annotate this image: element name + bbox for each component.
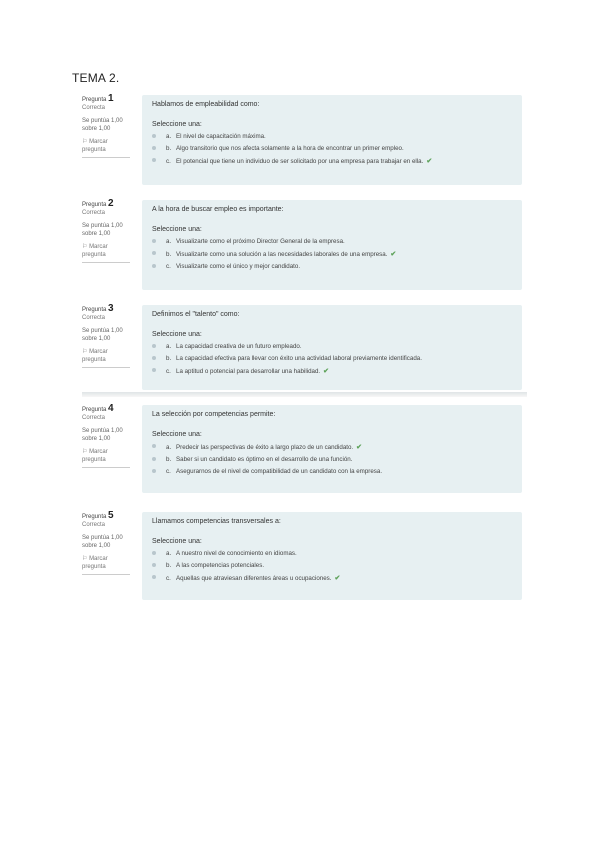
- question-status: Correcta: [82, 415, 106, 421]
- option-letter: a.: [166, 343, 172, 350]
- option-letter: c.: [166, 468, 171, 475]
- radio-button[interactable]: [152, 344, 156, 348]
- page-divider: [82, 392, 527, 397]
- option-text: Predecir las perspectivas de éxito a largo plazo de un candidato.: [176, 444, 354, 451]
- question-card: [142, 305, 522, 390]
- answer-option[interactable]: [152, 145, 512, 152]
- correct-check-icon: ✔: [426, 158, 433, 165]
- answer-option[interactable]: [152, 443, 512, 451]
- option-text: Aquellas que atraviesan diferentes áreas u ocupaciones.: [176, 575, 332, 582]
- option-text: Visualizarte como el único y mejor candidato.: [176, 263, 301, 270]
- answer-option[interactable]: [152, 238, 512, 245]
- question-status: Correcta: [82, 315, 106, 321]
- question-card: [142, 200, 522, 290]
- option-letter: a.: [166, 444, 172, 451]
- correct-check-icon: ✔: [323, 368, 330, 375]
- question-text: A la hora de buscar empleo es importante:: [152, 206, 284, 213]
- answer-option[interactable]: [152, 157, 512, 165]
- option-letter: c.: [166, 368, 171, 375]
- answer-option[interactable]: [152, 456, 512, 463]
- option-text: A las competencias potenciales.: [176, 562, 265, 569]
- question-label: Pregunta: [82, 407, 107, 413]
- option-letter: c.: [166, 263, 171, 270]
- question-card: [142, 405, 522, 493]
- option-text: La aptitud o potencial para desarrollar una habilidad.: [176, 368, 321, 375]
- radio-button[interactable]: [152, 457, 156, 461]
- question-text: Llamamos competencias transversales a:: [152, 518, 281, 525]
- question-prompt: Seleccione una:: [152, 538, 202, 545]
- question-label: Pregunta: [82, 307, 107, 313]
- flag-question-label: Marcar pregunta: [82, 139, 108, 153]
- option-text: Saber si un candidato es óptimo en el desarrollo de una función.: [176, 456, 353, 463]
- flag-question-label: Marcar pregunta: [82, 556, 108, 570]
- option-text: La capacidad efectiva para llevar con éxito una actividad laboral previamente identificada.: [176, 355, 422, 362]
- question-prompt: Seleccione una:: [152, 121, 202, 128]
- answer-option[interactable]: [152, 250, 512, 258]
- question-status: Correcta: [82, 105, 106, 111]
- question-info: [82, 305, 130, 368]
- flag-icon: ⚐: [82, 449, 88, 455]
- flag-question-link[interactable]: [82, 448, 130, 464]
- flag-question-link[interactable]: [82, 555, 130, 571]
- option-text: Visualizarte como el próximo Director General de la empresa.: [176, 238, 345, 245]
- question-number-value: 5: [108, 510, 114, 521]
- radio-button[interactable]: [152, 146, 156, 150]
- question-number-value: 1: [108, 93, 114, 104]
- correct-check-icon: ✔: [334, 575, 341, 582]
- flag-question-link[interactable]: [82, 243, 130, 259]
- question-prompt: Seleccione una:: [152, 331, 202, 338]
- question-number: [82, 200, 130, 209]
- question-prompt: Seleccione una:: [152, 226, 202, 233]
- question-info: [82, 512, 130, 575]
- question-number-value: 3: [108, 303, 114, 314]
- option-letter: a.: [166, 238, 172, 245]
- question-number: [82, 512, 130, 521]
- radio-button[interactable]: [152, 264, 156, 268]
- option-text: A nuestro nivel de conocimiento en idiomas.: [176, 550, 297, 557]
- radio-button[interactable]: [152, 469, 156, 473]
- question-card: [142, 95, 522, 185]
- option-letter: b.: [166, 355, 172, 362]
- option-text: Algo transitorio que nos afecta solamente a la hora de encontrar un primer empleo.: [176, 145, 404, 152]
- question-card: [142, 512, 522, 600]
- radio-button[interactable]: [152, 356, 156, 360]
- question-info: [82, 200, 130, 263]
- flag-question-label: Marcar pregunta: [82, 449, 108, 463]
- question-prompt: Seleccione una:: [152, 431, 202, 438]
- flag-icon: ⚐: [82, 244, 88, 250]
- radio-button[interactable]: [152, 368, 156, 372]
- question-label: Pregunta: [82, 514, 107, 520]
- question-label: Pregunta: [82, 97, 107, 103]
- radio-button[interactable]: [152, 251, 156, 255]
- question-score: Se puntúa 1,00 sobre 1,00: [82, 118, 123, 132]
- option-text: La capacidad creativa de un futuro empleado.: [176, 343, 302, 350]
- answer-option[interactable]: [152, 133, 512, 140]
- question-info: [82, 405, 130, 468]
- page-title: TEMA 2.: [72, 71, 120, 85]
- answer-option[interactable]: [152, 468, 512, 475]
- option-text: Visualizarte como una solución a las necesidades laborales de una empresa.: [176, 251, 388, 258]
- flag-question-link[interactable]: [82, 348, 130, 364]
- question-number: [82, 405, 130, 414]
- answer-option[interactable]: [152, 367, 512, 375]
- radio-button[interactable]: [152, 239, 156, 243]
- option-letter: c.: [166, 575, 171, 582]
- option-text: El potencial que tiene un individuo de ser solicitado por una empresa para trabajar en ella.: [176, 158, 424, 165]
- radio-button[interactable]: [152, 134, 156, 138]
- flag-question-link[interactable]: [82, 138, 130, 154]
- option-text: El nivel de capacitación máxima.: [176, 133, 266, 140]
- option-text: Asegurarnos de el nivel de compatibilidad de un candidato con la empresa.: [176, 468, 383, 475]
- option-letter: b.: [166, 562, 172, 569]
- radio-button[interactable]: [152, 563, 156, 567]
- option-letter: a.: [166, 133, 172, 140]
- question-status: Correcta: [82, 522, 106, 528]
- radio-button[interactable]: [152, 444, 156, 448]
- question-number: [82, 95, 130, 104]
- radio-button[interactable]: [152, 551, 156, 555]
- question-status: Correcta: [82, 210, 106, 216]
- option-letter: c.: [166, 158, 171, 165]
- radio-button[interactable]: [152, 158, 156, 162]
- flag-icon: ⚐: [82, 556, 88, 562]
- question-label: Pregunta: [82, 202, 107, 208]
- question-score: Se puntúa 1,00 sobre 1,00: [82, 535, 123, 549]
- answer-option[interactable]: [152, 574, 512, 582]
- question-score: Se puntúa 1,00 sobre 1,00: [82, 223, 123, 237]
- flag-icon: ⚐: [82, 349, 88, 355]
- question-text: La selección por competencias permite:: [152, 411, 276, 418]
- option-letter: b.: [166, 251, 172, 258]
- option-letter: b.: [166, 456, 172, 463]
- flag-question-label: Marcar pregunta: [82, 349, 108, 363]
- question-score: Se puntúa 1,00 sobre 1,00: [82, 428, 123, 442]
- question-score: Se puntúa 1,00 sobre 1,00: [82, 328, 123, 342]
- question-text: Definimos el "talento" como:: [152, 311, 240, 318]
- correct-check-icon: ✔: [356, 444, 363, 451]
- answer-option[interactable]: [152, 562, 512, 569]
- question-number-value: 4: [108, 403, 114, 414]
- answer-option[interactable]: [152, 343, 512, 350]
- question-info: [82, 95, 130, 158]
- answer-option[interactable]: [152, 355, 512, 362]
- question-number-value: 2: [108, 198, 114, 209]
- correct-check-icon: ✔: [390, 251, 397, 258]
- option-letter: a.: [166, 550, 172, 557]
- option-letter: b.: [166, 145, 172, 152]
- answer-option[interactable]: [152, 550, 512, 557]
- flag-icon: ⚐: [82, 139, 88, 145]
- radio-button[interactable]: [152, 575, 156, 579]
- flag-question-label: Marcar pregunta: [82, 244, 108, 258]
- answer-option[interactable]: [152, 263, 512, 270]
- question-number: [82, 305, 130, 314]
- question-text: Hablamos de empleabilidad como:: [152, 101, 260, 108]
